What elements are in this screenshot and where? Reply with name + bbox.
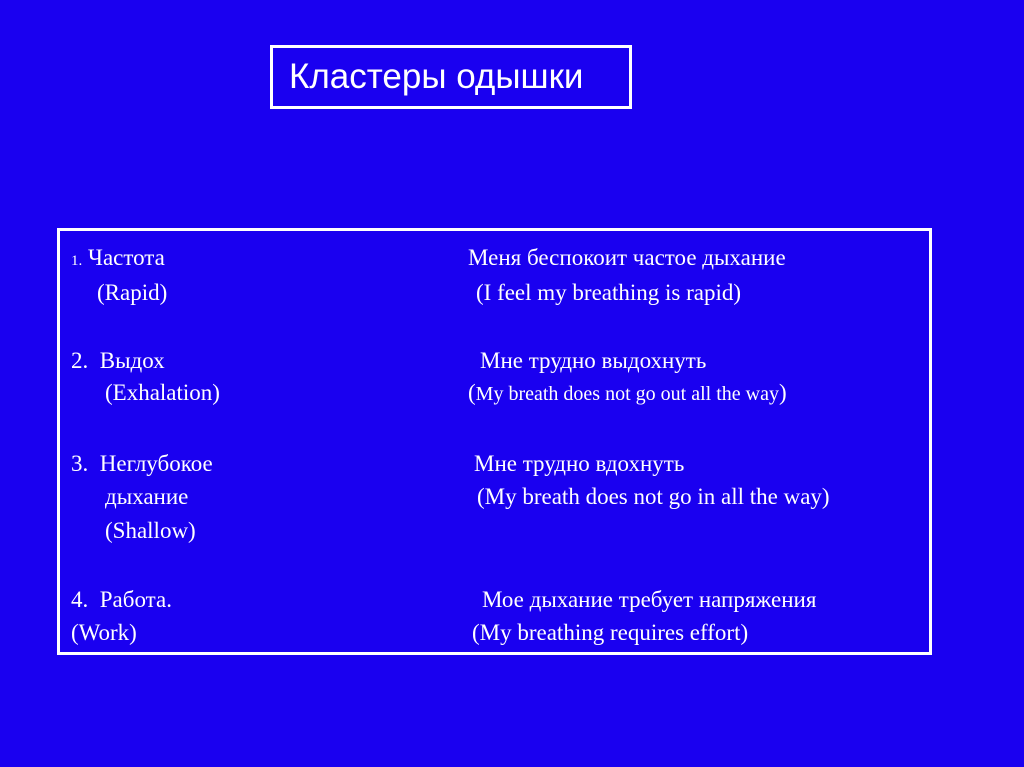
item-4-number: 4.	[71, 587, 89, 612]
slide-title	[270, 45, 632, 109]
item-2-number: 2.	[71, 348, 89, 373]
item-1-desc-ru: Меня беспокоит частое дыхание	[468, 245, 786, 270]
item-4-desc-ru: Мое дыхание требует напряжения	[482, 587, 817, 612]
item-2-desc-en-close: )	[778, 380, 787, 405]
item-2-desc-en-open: (	[468, 380, 476, 405]
item-3-en: (Shallow)	[105, 518, 196, 543]
item-2-ru: Выдох	[99, 348, 165, 373]
item-3-ru2: дыхание	[105, 484, 189, 509]
item-3-desc-en: (My breath does not go in all the way)	[477, 484, 830, 509]
item-3-desc-ru: Мне трудно вдохнуть	[474, 451, 685, 476]
item-2-desc-ru: Мне трудно выдохнуть	[480, 348, 707, 373]
item-3-ru: Неглубокое	[99, 451, 213, 476]
item-4-desc-en: (My breathing requires effort)	[472, 620, 749, 645]
item-2-desc-en-mid: My breath does not go out all the way	[475, 383, 779, 405]
item-3-number: 3.	[71, 451, 89, 476]
item-4-en: (Work)	[71, 620, 137, 645]
item-2-label	[71, 349, 165, 372]
item-1-label	[71, 246, 165, 269]
item-2-desc-en	[468, 381, 787, 404]
item-1-desc-en: (I feel my breathing is rapid)	[476, 280, 742, 305]
item-3-label	[71, 452, 213, 475]
item-2-en: (Exhalation)	[105, 380, 220, 405]
item-4-ru: Работа.	[99, 587, 172, 612]
item-4-label	[71, 588, 172, 611]
item-1-ru: Частота	[88, 245, 165, 270]
slide-title-text: Кластеры одышки	[289, 57, 584, 96]
item-1-number: 1.	[71, 253, 83, 269]
item-1-en: (Rapid)	[97, 280, 168, 305]
clusters-table	[57, 228, 932, 655]
